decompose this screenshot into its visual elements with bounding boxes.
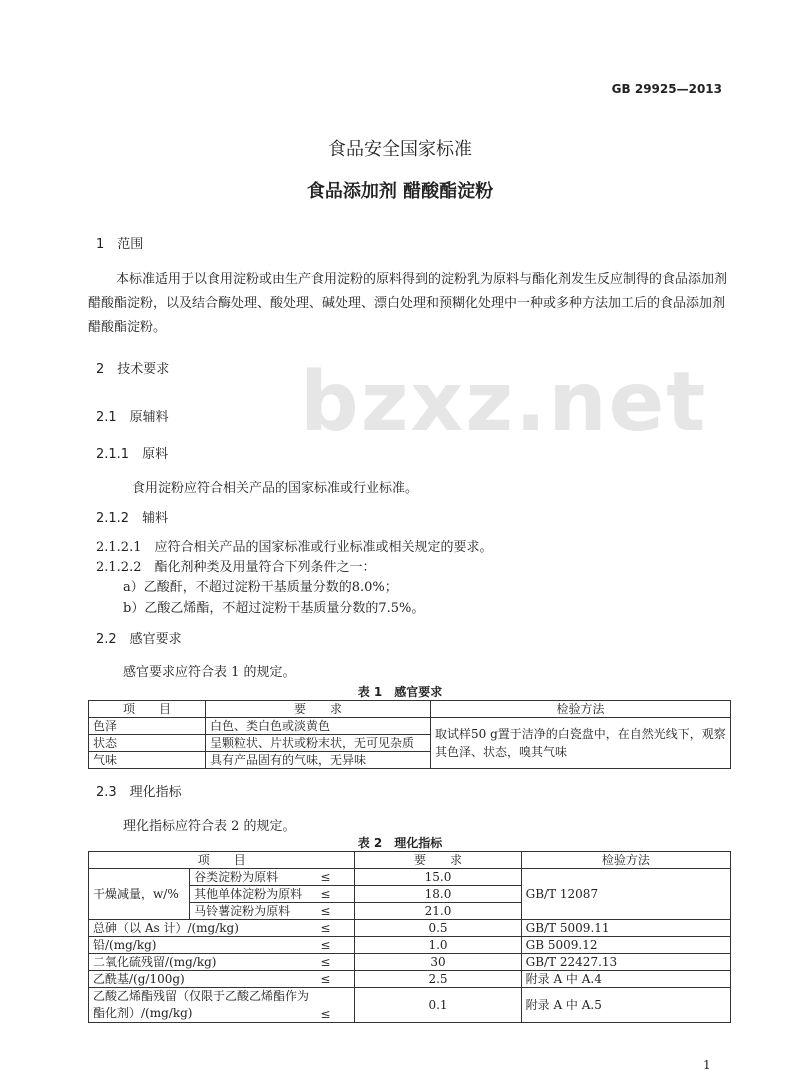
table1-cell: 色泽 — [89, 718, 206, 735]
table1-header: 检验方法 — [431, 701, 731, 718]
title-line2: 食品添加剂 醋酸酯淀粉 — [306, 181, 494, 202]
le-sign: ≤ — [316, 971, 355, 988]
table2-cell: 乙酸乙烯酯残留（仅限于乙酸乙烯酯作为酯化剂）/(mg/kg) — [89, 988, 317, 1023]
table1-cell: 状态 — [89, 735, 206, 752]
table2 — [88, 851, 731, 1023]
section-2-3-text: 理化指标应符合表 2 的规定。 — [123, 819, 296, 834]
table2-value: 2.5 — [355, 971, 521, 988]
table2-caption: 表 2 理化指标 — [357, 836, 443, 850]
section-2-2-heading: 2.2 感官要求 — [96, 632, 182, 647]
watermark: bzxz.net — [300, 355, 708, 450]
table2-header: 项 目 — [89, 852, 355, 869]
table2-cell: 二氧化硫残留/(mg/kg) — [89, 954, 317, 971]
table2-method: GB/T 5009.11 — [521, 920, 730, 937]
section-2-1-heading: 2.1 原辅料 — [96, 410, 169, 425]
table2-cell: 铅/(mg/kg) — [89, 937, 317, 954]
table1-cell: 白色、类白色或淡黄色 — [206, 718, 431, 735]
table2-value: 1.0 — [355, 937, 521, 954]
item-a: a）乙酸酐，不超过淀粉干基质量分数的8.0%； — [123, 580, 398, 595]
section-2-1-1-text: 食用淀粉应符合相关产品的国家标准或行业标准。 — [132, 481, 419, 496]
table1-header: 要 求 — [206, 701, 431, 718]
table2-cell: 其他单体淀粉为原料 — [190, 886, 317, 903]
le-sign: ≤ — [316, 903, 355, 920]
le-sign: ≤ — [316, 869, 355, 886]
table1-header: 项 目 — [89, 701, 206, 718]
page-number: 1 — [703, 1058, 711, 1072]
le-sign: ≤ — [316, 886, 355, 903]
table2-cell: 乙酰基/(g/100g) — [89, 971, 317, 988]
section-2-1-1-heading: 2.1.1 原料 — [96, 447, 169, 462]
standard-code: GB 29925—2013 — [611, 82, 722, 96]
item-b: b）乙酸乙烯酯，不超过淀粉干基质量分数的7.5%。 — [123, 601, 425, 616]
table2-value: 30 — [355, 954, 521, 971]
le-sign: ≤ — [316, 954, 355, 971]
table2-method: GB/T 22427.13 — [521, 954, 730, 971]
section-2-1-2-1: 2.1.2.1 应符合相关产品的国家标准或行业标准或相关规定的要求。 — [96, 540, 493, 555]
section-1-text: 本标准适用于以食用淀粉或由生产食用淀粉的原料得到的淀粉乳为原料与酯化剂发生反应制得的食品添加剂醋酸酯淀粉，以及结合酶处理、酸处理、碱处理、漂白处理和预糊化处理中一种或多种方法加工后的食品添加剂醋酸酯淀粉。 — [88, 272, 728, 335]
table2-value: 21.0 — [355, 903, 521, 920]
table2-value: 15.0 — [355, 869, 521, 886]
table1-method: 取试样50 g置于洁净的白瓷盘中，在自然光线下，观察其色泽、状态，嗅其气味 — [431, 718, 731, 769]
table2-header: 检验方法 — [521, 852, 730, 869]
table2-value: 18.0 — [355, 886, 521, 903]
title-line1: 食品安全国家标准 — [328, 139, 472, 160]
table1 — [88, 700, 731, 769]
table1-caption: 表 1 感官要求 — [357, 685, 443, 699]
table2-cell: 谷类淀粉为原料 — [190, 869, 317, 886]
section-1-heading: 1 范围 — [96, 237, 144, 252]
table2-cell: 马铃薯淀粉为原料 — [190, 903, 317, 920]
section-2-1-2-2: 2.1.2.2 酯化剂种类及用量符合下列条件之一： — [96, 560, 376, 575]
section-2-2-text: 感官要求应符合表 1 的规定。 — [123, 665, 296, 680]
table2-value: 0.5 — [355, 920, 521, 937]
table2-method: GB/T 12087 — [521, 869, 730, 920]
section-2-1-2-heading: 2.1.2 辅料 — [96, 511, 169, 526]
le-sign: ≤ — [316, 988, 355, 1023]
table1-cell: 气味 — [89, 752, 206, 769]
table2-cell: 总砷（以 As 计）/(mg/kg) — [89, 920, 317, 937]
section-2-3-heading: 2.3 理化指标 — [96, 785, 182, 800]
le-sign: ≤ — [316, 937, 355, 954]
table2-header: 要 求 — [355, 852, 521, 869]
section-2-heading: 2 技术要求 — [96, 362, 170, 377]
table2-value: 0.1 — [355, 988, 521, 1023]
le-sign: ≤ — [316, 920, 355, 937]
table2-method: GB 5009.12 — [521, 937, 730, 954]
table2-method: 附录 A 中 A.4 — [521, 971, 730, 988]
table1-cell: 呈颗粒状、片状或粉末状，无可见杂质 — [206, 735, 431, 752]
table2-method: 附录 A 中 A.5 — [521, 988, 730, 1023]
table1-cell: 具有产品固有的气味，无异味 — [206, 752, 431, 769]
dry-loss-label: 干燥减量，w/% — [89, 869, 190, 920]
